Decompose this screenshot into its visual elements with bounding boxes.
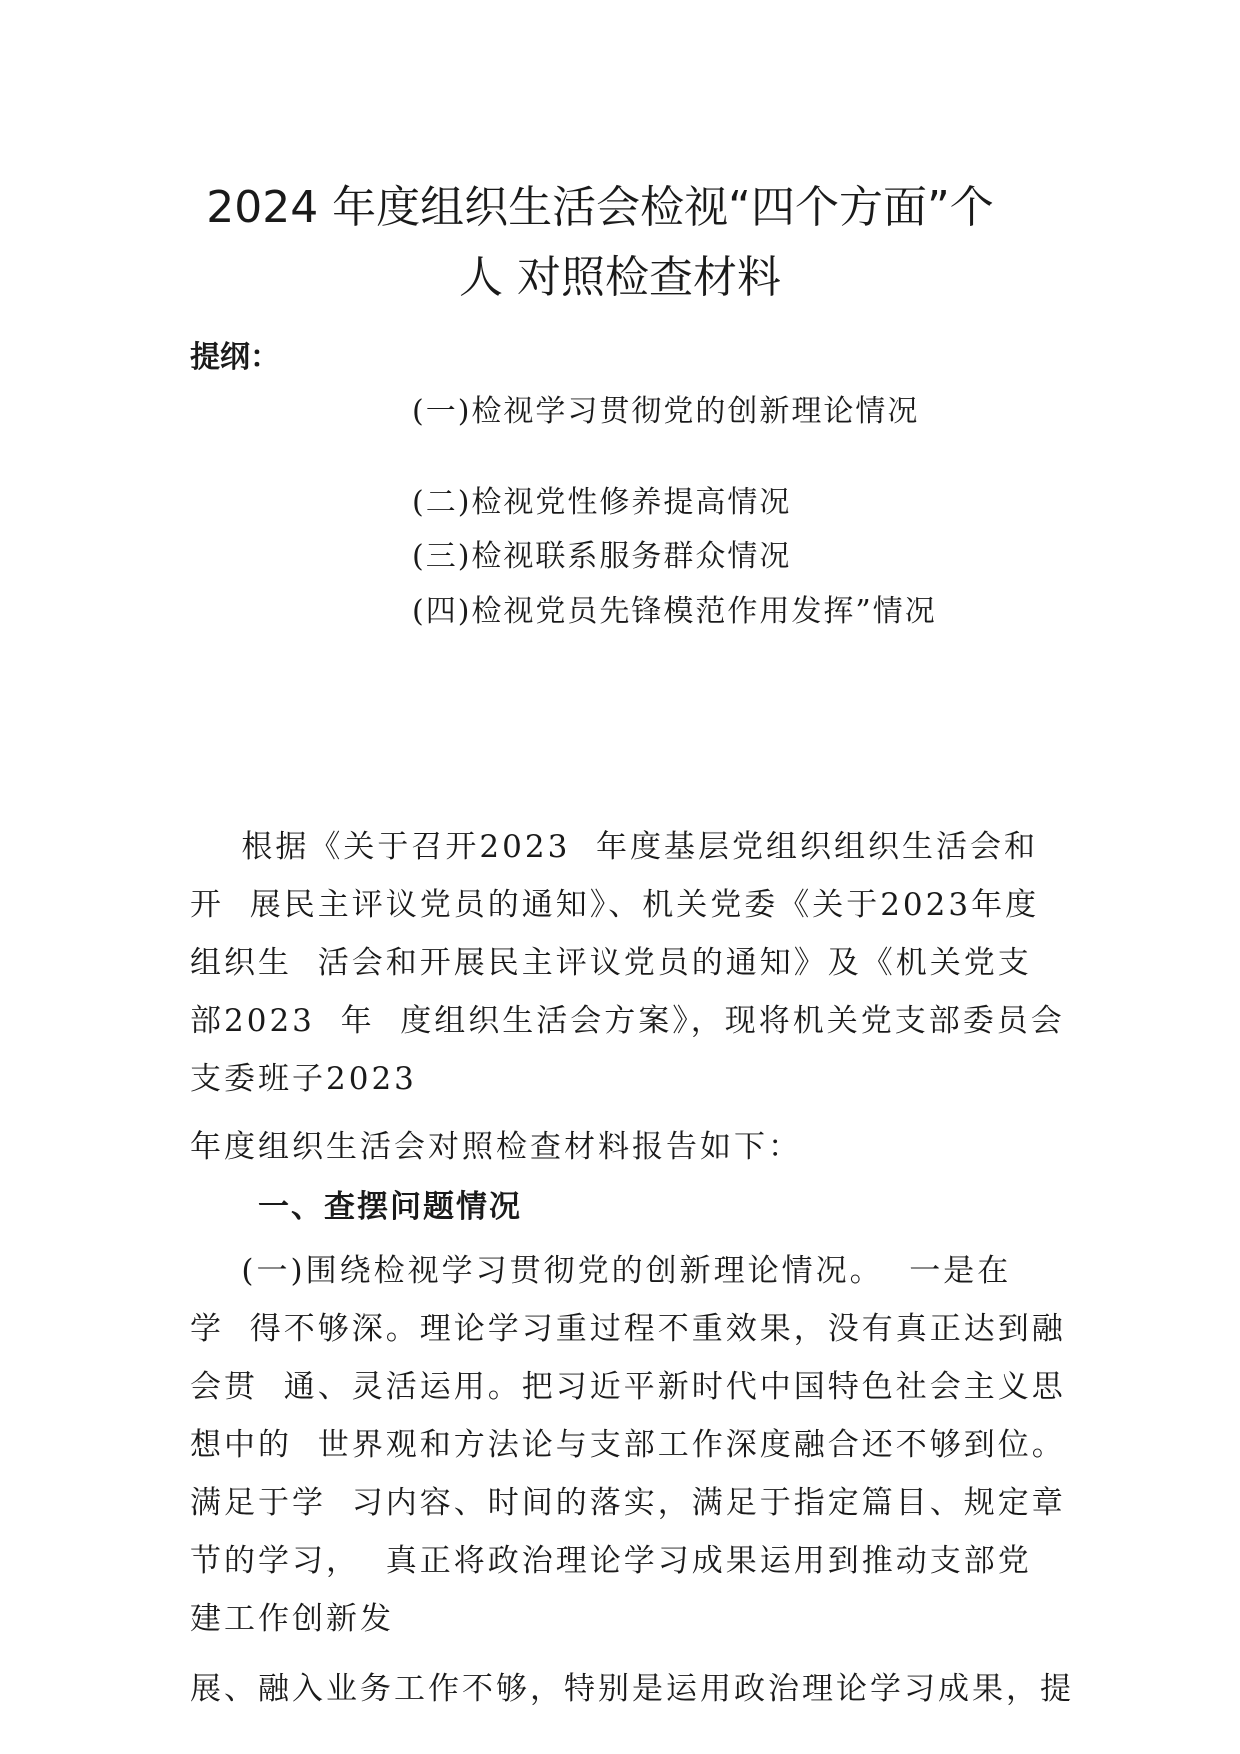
section-paragraph-line: 节的学习， 真正将政治理论学习成果运用到推动支部党 (190, 1543, 1032, 1579)
outline-label: 提纲： (190, 340, 280, 375)
section-paragraph-line: 想中的 世界观和方法论与支部工作深度融合还不够到位。 (190, 1427, 1066, 1463)
intro-paragraph-line: 部2023 年 度组织生活会方案》，现将机关党支部委员会 (190, 1003, 1065, 1039)
section-paragraph-line: 满足于学 习内容、时间的落实，满足于指定篇目、规定章 (190, 1485, 1066, 1521)
outline-item: (四)检视党员先锋模范作用发挥”情况 (412, 594, 937, 629)
section-paragraph-line: (一)围绕检视学习贯彻党的创新理论情况。 一是在 (190, 1253, 1012, 1289)
document-title-line-1: 2024 年度组织生活会检视“四个方面”个 (206, 182, 994, 233)
section-paragraph-line: 学 得不够深。理论学习重过程不重效果，没有真正达到融 (190, 1311, 1066, 1347)
section-paragraph-line: 展、融入业务工作不够，特别是运用政治理论学习成果，提 (190, 1671, 1074, 1707)
outline-item: (一)检视学习贯彻党的创新理论情况 (412, 394, 920, 429)
document-title-line-2: 人 对照检查材料 (459, 252, 781, 303)
section-paragraph-line: 会贯 通、灵活运用。把习近平新时代中国特色社会主义思 (190, 1369, 1066, 1405)
section-paragraph-line: 建工作创新发 (190, 1601, 394, 1637)
intro-paragraph-line: 组织生 活会和开展民主评议党员的通知》及《机关党支 (190, 945, 1032, 981)
intro-paragraph-line: 开 展民主评议党员的通知》、机关党委《关于2023年度 (190, 887, 1040, 923)
intro-paragraph-line: 支委班子2023 (190, 1061, 417, 1097)
intro-paragraph-line: 年度组织生活会对照检查材料报告如下： (190, 1129, 802, 1165)
outline-item: (三)检视联系服务群众情况 (412, 539, 792, 574)
outline-item: (二)检视党性修养提高情况 (412, 485, 792, 520)
intro-paragraph-line: 根据《关于召开2023 年度基层党组织组织生活会和 (190, 829, 1039, 865)
section-heading: 一、查摆问题情况 (258, 1189, 522, 1225)
